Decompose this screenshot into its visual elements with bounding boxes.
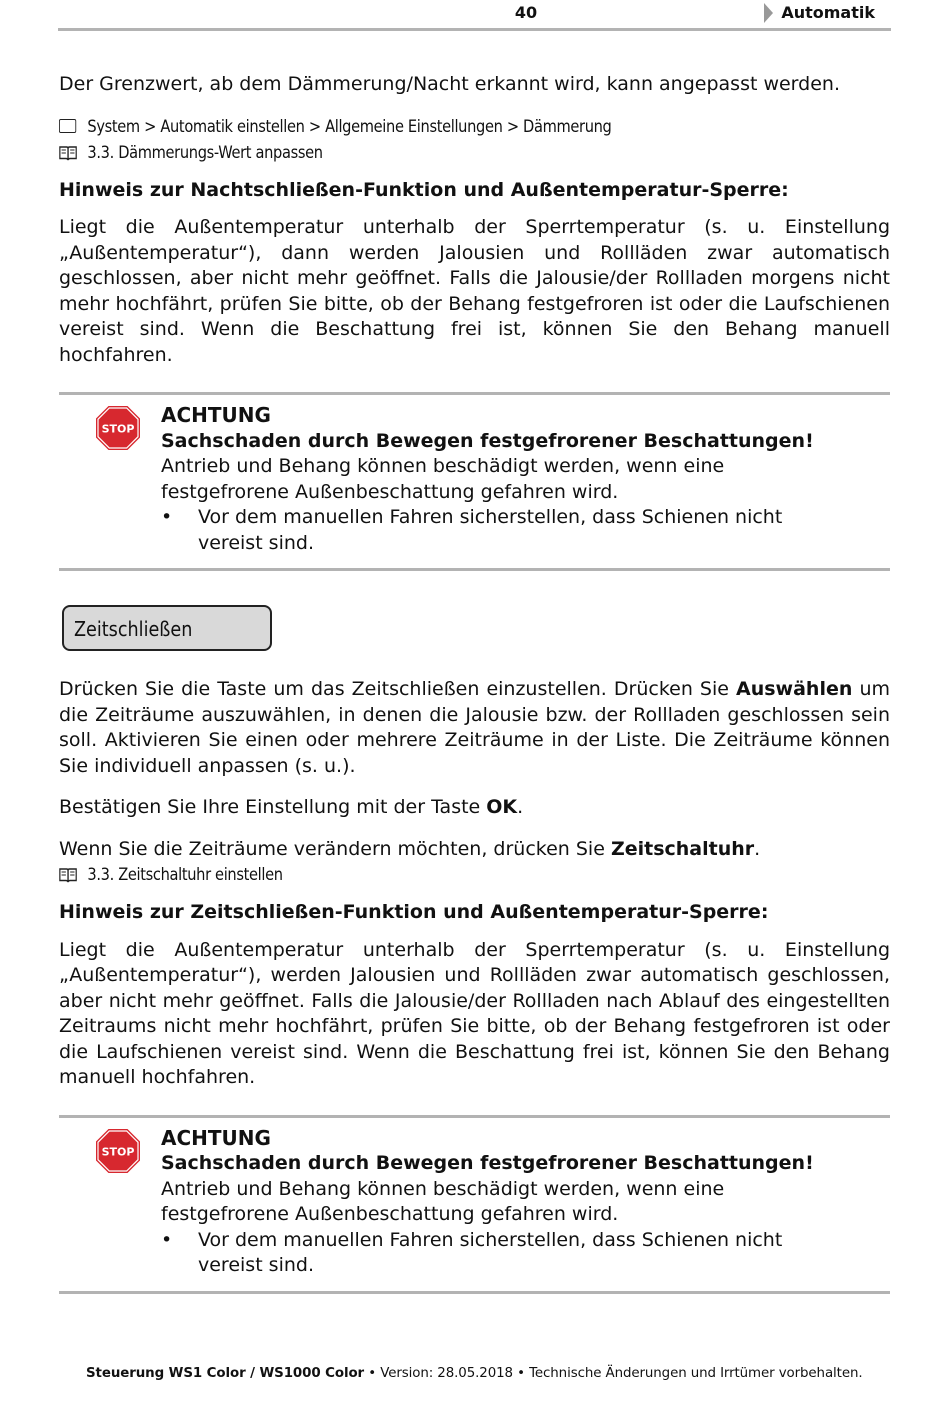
select-text-2: um die Zeiträume auszuwählen, in denen die Jalousie bzw. der Rollladen geschlossen sein soll. Aktivieren Sie einen oder mehrere Zeiträume in der Liste. Die Zeiträume können Sie individuell anpassen (s. u.).: [59, 678, 890, 777]
warning-2-title: ACHTUNG: [161, 1125, 271, 1150]
footer-version: Version: 28.05.2018: [380, 1366, 513, 1381]
book-icon: [59, 145, 77, 161]
warning-1-title: ACHTUNG: [161, 403, 271, 427]
confirm-text: Bestätigen Sie Ihre Einstellung mit der Taste: [59, 796, 487, 818]
intro-text: Der Grenzwert, ab dem Dämmerung/Nacht erkannt wird, kann angepasst werden.: [59, 73, 840, 95]
warning-2-bullet-text: Vor dem manuellen Fahren sicherstellen, dass Schienen nicht vereist sind.: [198, 1228, 783, 1276]
section-title: Automatik: [781, 3, 875, 22]
change-period: .: [754, 837, 761, 860]
reference-1-text: 3.3. Dämmerungs-Wert anpassen: [87, 142, 323, 163]
warning-box-2: [59, 1115, 890, 1294]
reference-2-text: 3.3. Zeitschaltuhr einstellen: [87, 865, 283, 885]
confirm-paragraph: [59, 795, 890, 821]
page-header: [58, 0, 891, 31]
nav-path-text: System > Automatik einstellen > Allgemeine Einstellungen > Dämmerung: [87, 116, 612, 137]
bullet-dot: •: [161, 1228, 173, 1251]
footer-separator-2: •: [512, 1366, 530, 1381]
reference-1: [59, 140, 774, 166]
change-text: Wenn Sie die Zeiträume verändern möchten, drücken Sie: [59, 837, 611, 860]
hint-1-text: Liegt die Außentemperatur unterhalb der Sperrtemperatur (s. u. Einstellung „Außentemperatur“), dann werden Jalousien und Rollläden zwar automatisch geschlossen, aber nicht mehr geöffnet. Falls die Jalousie/der Rollladen morgens nicht mehr hochfährt, prüfen Sie bitte, ob der Behang festgefroren ist oder die Laufschienen vereist sind. Wenn die Beschattung frei ist, können Sie den Behang manuell hochfahren.: [59, 216, 890, 366]
ok-keyword: OK: [486, 796, 518, 818]
nav-path: [59, 114, 774, 140]
warning-1-body: Antrieb und Behang können beschädigt werden, wenn eine festgefrorene Außenbeschattung gefahren wird.: [161, 455, 725, 503]
warning-box-1: [59, 392, 890, 571]
page-content: [59, 72, 890, 1324]
page-footer: [86, 1366, 886, 1381]
bullet-dot: •: [161, 506, 173, 528]
stop-sign-icon: [95, 405, 141, 451]
warning-2-subtitle: Sachschaden durch Bewegen festgefrorener Beschattungen!: [161, 1152, 814, 1174]
warning-1-bullet: [161, 505, 808, 556]
stop-sign-label: STOP: [101, 1145, 135, 1158]
select-keyword: Auswählen: [736, 678, 853, 700]
hint-2-heading: Hinweis zur Zeitschließen-Funktion und Außentemperatur-Sperre:: [59, 901, 769, 923]
stop-sign-label: STOP: [101, 422, 135, 436]
book-icon: [59, 867, 77, 883]
confirm-period: .: [517, 796, 524, 818]
hint-1-heading: Hinweis zur Nachtschließen-Funktion und Außentemperatur-Sperre:: [59, 178, 789, 201]
footer-product: Steuerung WS1 Color / WS1000 Color: [86, 1366, 365, 1381]
warning-1-bullet-text: Vor dem manuellen Fahren sicherstellen, dass Schienen nicht vereist sind.: [198, 506, 783, 554]
change-paragraph: [59, 837, 890, 863]
time-close-button-label: Zeitschließen: [74, 617, 193, 641]
hint-2-text: Liegt die Außentemperatur unterhalb der Sperrtemperatur (s. u. Einstellung „Außentemperatur“), werden Jalousien und Rollläden zwar automatisch geschlossen, aber nicht mehr geöffnet. Falls die Jalousie/der Rollladen nach Ablauf des eingestellten Zeitraums nicht mehr hochfährt, prüfen Sie bitte, ob der Behang festgefroren ist oder die Laufschienen vereist sind. Wenn die Beschattung frei ist, können Sie den Behang manuell hochfahren.: [59, 938, 890, 1088]
reference-2: [59, 862, 774, 888]
warning-1-subtitle: Sachschaden durch Bewegen festgefrorener Beschattungen!: [161, 429, 814, 452]
select-text-1: Drücken Sie die Taste um das Zeitschließen einzustellen. Drücken Sie: [59, 678, 737, 700]
footer-disclaimer: Technische Änderungen und Irrtümer vorbehalten.: [529, 1366, 863, 1381]
footer-separator-1: •: [364, 1366, 381, 1381]
timer-keyword: Zeitschaltuhr: [610, 837, 755, 860]
time-close-button[interactable]: [62, 605, 272, 651]
section-arrow-icon: [764, 3, 773, 23]
page-number: 40: [514, 3, 538, 22]
warning-2-bullet: [161, 1228, 808, 1279]
screen-icon: [59, 119, 76, 133]
select-paragraph: [59, 677, 890, 779]
stop-sign-icon: [95, 1128, 141, 1174]
warning-2-body: Antrieb und Behang können beschädigt werden, wenn eine festgefrorene Außenbeschattung gefahren wird.: [161, 1177, 725, 1225]
